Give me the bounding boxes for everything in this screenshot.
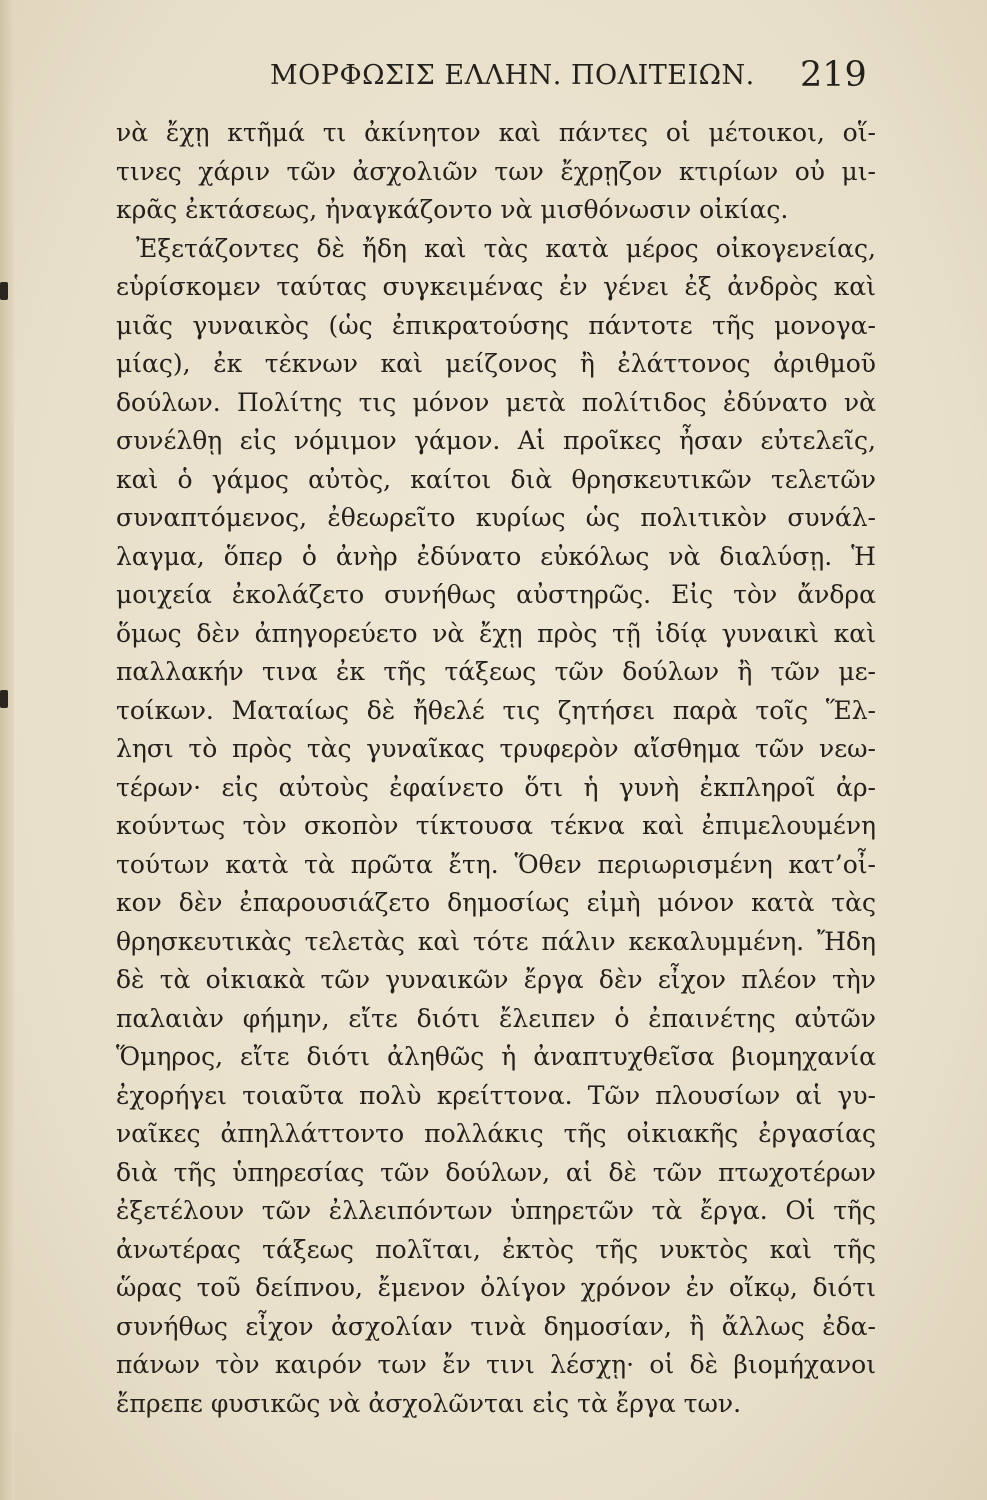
text-line: καὶ ὁ γάμος αὐτὸς, καίτοι διὰ θρησκευτικῶν τελετῶν [116, 464, 876, 494]
text-line: τοίκων. Ματαίως δὲ ἤθελέ τις ζητήσει παρὰ τοῖς Ἕλ- [116, 695, 876, 725]
text-line: εὑρίσκομεν ταύτας συγκειμένας ἐν γένει ἐξ ἀνδρὸς καὶ [116, 272, 876, 301]
text-line: μίας), ἐκ τέκνων καὶ μείζονος ἢ ἐλάττονος ἀριθμοῦ [116, 349, 876, 378]
text-line: κον δὲν ἐπαρουσιάζετο δημοσίως εἰμὴ μόνον κατὰ τὰς [116, 888, 876, 917]
text-line: δὲ τὰ οἰκιακὰ τῶν γυναικῶν ἔργα δὲν εἶχον πλέον τὴν [116, 965, 876, 994]
text-line: θρησκευτικὰς τελετὰς καὶ τότε πάλιν κεκαλυμμένη. Ἤδη [116, 926, 876, 956]
binding-mark [0, 282, 8, 300]
page-header [0, 55, 987, 98]
text-line: μιᾶς γυναικὸς (ὡς ἐπικρατούσης πάντοτε τῆς μονογα- [116, 310, 876, 340]
text-line: συνέλθῃ εἰς νόμιμον γάμον. Αἱ προῖκες ἦσαν εὐτελεῖς, [116, 426, 876, 455]
text-line: Ὅμηρος, εἴτε διότι ἀληθῶς ἡ ἀναπτυχθεῖσα βιομηχανία [116, 1042, 876, 1071]
text-line: ἐχορήγει τοιαῦτα πολὺ κρείττονα. Τῶν πλουσίων αἱ γυ- [116, 1080, 876, 1110]
text-line: ναῖκες ἀπηλλάττοντο πολλάκις τῆς οἰκιακῆς ἐργασίας [116, 1119, 876, 1148]
text-line: Ἐξετάζοντες δὲ ἤδη καὶ τὰς κατὰ μέρος οἰκογενείας, [136, 233, 876, 263]
text-line: ἐξετέλουν τῶν ἐλλειπόντων ὑπηρετῶν τὰ ἔργα. Οἱ τῆς [116, 1196, 876, 1225]
text-line: νὰ ἔχῃ κτῆμά τι ἀκίνητον καὶ πάντες οἱ μέτοικοι, οἵ- [116, 118, 876, 147]
body-text [116, 114, 876, 1423]
text-line: συνήθως εἶχον ἀσχολίαν τινὰ δημοσίαν, ἢ ἄλλως ἐδα- [116, 1311, 876, 1341]
text-line: συναπτόμενος, ἐθεωρεῖτο κυρίως ὡς πολιτικὸν συνάλ- [116, 503, 876, 532]
text-line: κρᾶς ἐκτάσεως, ἠναγκάζοντο νὰ μισθόνωσιν οἰκίας. [116, 195, 789, 224]
running-title: ΜΟΡΦΩΣΙΣ ΕΛΛΗΝ. ΠΟΛΙΤΕΙΩΝ. [270, 60, 755, 91]
text-line: λαγμα, ὅπερ ὁ ἀνὴρ ἐδύνατο εὐκόλως νὰ διαλύσῃ. Ἡ [116, 541, 876, 571]
text-line: πάνων τὸν καιρόν των ἔν τινι λέσχῃ· οἱ δὲ βιομήχανοι [116, 1350, 876, 1379]
text-line: ὥρας τοῦ δείπνου, ἔμενον ὀλίγον χρόνον ἐν οἴκῳ, διότι [116, 1273, 876, 1302]
text-line: παλαιὰν φήμην, εἴτε διότι ἔλειπεν ὁ ἐπαινέτης αὐτῶν [116, 1003, 876, 1033]
text-line: διὰ τῆς ὑπηρεσίας τῶν δούλων, αἱ δὲ τῶν πτωχοτέρων [116, 1157, 876, 1187]
text-line: τινες χάριν τῶν ἀσχολιῶν των ἔχρῃζον κτιρίων οὐ μι- [116, 156, 876, 186]
binding-mark [0, 690, 8, 708]
text-line: τέρων· εἰς αὐτοὺς ἐφαίνετο ὅτι ἡ γυνὴ ἐκπληροῖ ἀρ- [116, 772, 876, 802]
page-number: 219 [800, 55, 867, 95]
text-line: λησι τὸ πρὸς τὰς γυναῖκας τρυφερὸν αἴσθημα τῶν νεω- [116, 734, 876, 763]
text-line: μοιχεία ἐκολάζετο συνήθως αὐστηρῶς. Εἰς τὸν ἄνδρα [116, 580, 876, 609]
text-line: κούντως τὸν σκοπὸν τίκτουσα τέκνα καὶ ἐπιμελουμένη [116, 811, 876, 840]
page-left-edge [0, 0, 14, 1500]
text-line: ἔπρεπε φυσικῶς νὰ ἀσχολῶνται εἰς τὰ ἔργα των. [116, 1388, 742, 1418]
text-line: παλλακήν τινα ἐκ τῆς τάξεως τῶν δούλων ἢ τῶν με- [116, 657, 876, 686]
text-line: τούτων κατὰ τὰ πρῶτα ἔτη. Ὅθεν περιωρισμένη κατ’οἶ- [116, 849, 876, 879]
text-line: δούλων. Πολίτης τις μόνον μετὰ πολίτιδος ἐδύνατο νὰ [116, 387, 876, 417]
text-line: ἀνωτέρας τάξεως πολῖται, ἐκτὸς τῆς νυκτὸς καὶ τῆς [116, 1234, 876, 1264]
text-line: ὅμως δὲν ἀπηγορεύετο νὰ ἔχῃ πρὸς τῇ ἰδίᾳ γυναικὶ καὶ [116, 618, 876, 648]
